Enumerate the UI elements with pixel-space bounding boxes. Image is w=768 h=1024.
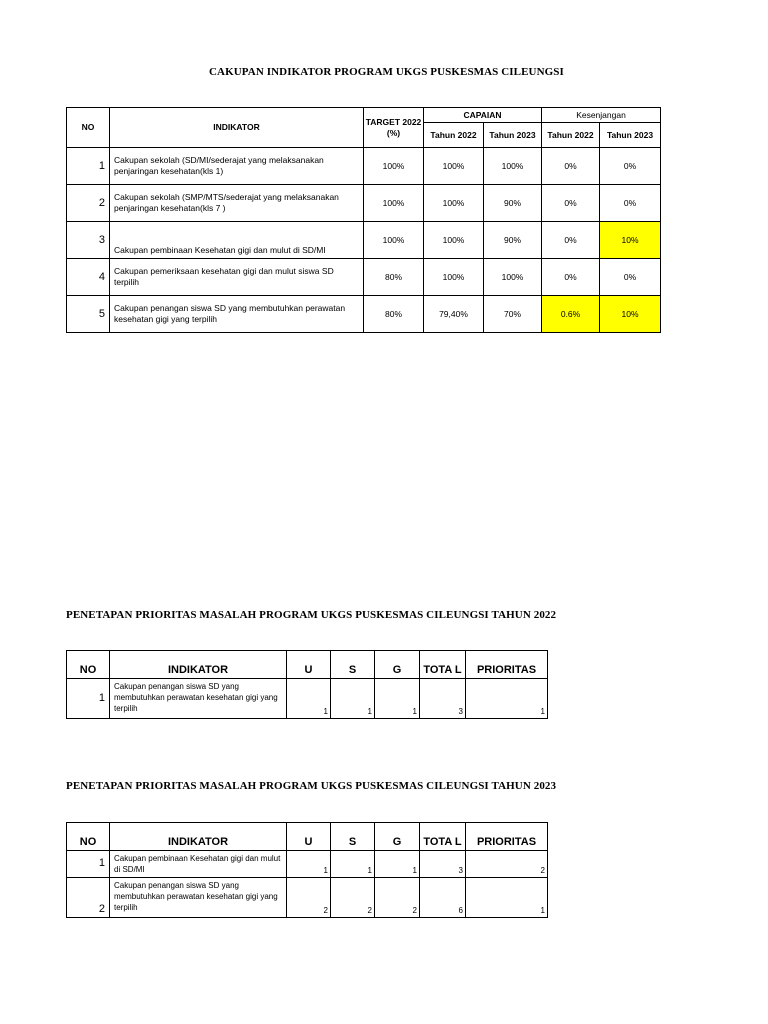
row-kesenjangan-2022: 0% <box>542 148 600 185</box>
row-total: 3 <box>420 851 466 878</box>
table-row <box>67 222 661 259</box>
table-row <box>67 296 661 333</box>
row-capaian-2022: 79,40% <box>424 296 484 333</box>
header-indikator: INDIKATOR <box>110 823 287 851</box>
row-indikator: Cakupan pembinaan Kesehatan gigi dan mulut di SD/MI <box>110 222 364 259</box>
row-capaian-2022: 100% <box>424 259 484 296</box>
table-row <box>67 878 548 918</box>
row-capaian-2022: 100% <box>424 222 484 259</box>
header-u: U <box>287 651 331 679</box>
table-row <box>67 259 661 296</box>
row-indikator: Cakupan penangan siswa SD yang membutuhkan perawatan kesehatan gigi yang terpilih <box>110 296 364 333</box>
priority-table-2022 <box>66 650 548 719</box>
header-kesenjangan: Kesenjangan <box>542 108 661 123</box>
row-prioritas: 1 <box>466 679 548 719</box>
header-no: NO <box>67 108 110 148</box>
row-no: 4 <box>67 259 110 296</box>
row-g: 1 <box>375 851 420 878</box>
row-target: 100% <box>364 148 424 185</box>
row-indikator: Cakupan sekolah (SD/MI/sederajat yang melaksanakan penjaringan kesehatan(kls 1) <box>110 148 364 185</box>
row-no: 2 <box>67 878 110 918</box>
header-total: TOTA L <box>420 651 466 679</box>
header-no: NO <box>67 823 110 851</box>
section-title-2023: PENETAPAN PRIORITAS MASALAH PROGRAM UKGS PUSKESMAS CILEUNGSI TAHUN 2023 <box>66 780 557 792</box>
row-capaian-2023: 100% <box>484 148 542 185</box>
row-target: 100% <box>364 185 424 222</box>
row-kesenjangan-2023: 0% <box>600 185 661 222</box>
row-indikator: Cakupan pemeriksaan kesehatan gigi dan mulut siswa SD terpilih <box>110 259 364 296</box>
table-row <box>67 185 661 222</box>
header-prioritas: PRIORITAS <box>466 823 548 851</box>
row-no: 1 <box>67 851 110 878</box>
row-no: 5 <box>67 296 110 333</box>
row-u: 1 <box>287 679 331 719</box>
row-total: 6 <box>420 878 466 918</box>
header-u: U <box>287 823 331 851</box>
row-indikator: Cakupan penangan siswa SD yang membutuhkan perawatan kesehatan gigi yang terpilih <box>110 679 287 719</box>
row-capaian-2023: 90% <box>484 222 542 259</box>
page-title: CAKUPAN INDIKATOR PROGRAM UKGS PUSKESMAS CILEUNGSI <box>209 66 564 78</box>
row-u: 1 <box>287 851 331 878</box>
coverage-table <box>66 107 661 333</box>
row-total: 3 <box>420 679 466 719</box>
header-kesenjangan-2023: Tahun 2023 <box>600 123 661 148</box>
row-no: 1 <box>67 679 110 719</box>
row-capaian-2023: 90% <box>484 185 542 222</box>
row-no: 2 <box>67 185 110 222</box>
row-kesenjangan-2023-highlighted: 10% <box>600 296 661 333</box>
row-prioritas: 1 <box>466 878 548 918</box>
row-kesenjangan-2022-highlighted: 0.6% <box>542 296 600 333</box>
priority-table-2023 <box>66 822 548 918</box>
row-kesenjangan-2023: 0% <box>600 148 661 185</box>
row-capaian-2023: 100% <box>484 259 542 296</box>
row-target: 80% <box>364 259 424 296</box>
row-no: 3 <box>67 222 110 259</box>
row-u: 2 <box>287 878 331 918</box>
row-s: 2 <box>331 878 375 918</box>
row-g: 2 <box>375 878 420 918</box>
header-no: NO <box>67 651 110 679</box>
row-indikator: Cakupan pembinaan Kesehatan gigi dan mulut di SD/MI <box>110 851 287 878</box>
header-indikator: INDIKATOR <box>110 651 287 679</box>
row-prioritas: 2 <box>466 851 548 878</box>
row-target: 80% <box>364 296 424 333</box>
row-s: 1 <box>331 851 375 878</box>
header-capaian-2023: Tahun 2023 <box>484 123 542 148</box>
row-kesenjangan-2022: 0% <box>542 222 600 259</box>
table-row <box>67 148 661 185</box>
row-kesenjangan-2023: 0% <box>600 259 661 296</box>
header-g: G <box>375 651 420 679</box>
header-prioritas: PRIORITAS <box>466 651 548 679</box>
row-kesenjangan-2022: 0% <box>542 185 600 222</box>
row-kesenjangan-2023-highlighted: 10% <box>600 222 661 259</box>
table-row <box>67 679 548 719</box>
row-capaian-2023: 70% <box>484 296 542 333</box>
section-title-2022: PENETAPAN PRIORITAS MASALAH PROGRAM UKGS PUSKESMAS CILEUNGSI TAHUN 2022 <box>66 609 557 621</box>
row-indikator: Cakupan sekolah (SMP/MTS/sederajat yang melaksanakan penjaringan kesehatan(kls 7 ) <box>110 185 364 222</box>
row-capaian-2022: 100% <box>424 185 484 222</box>
row-s: 1 <box>331 679 375 719</box>
row-capaian-2022: 100% <box>424 148 484 185</box>
header-capaian-2022: Tahun 2022 <box>424 123 484 148</box>
row-g: 1 <box>375 679 420 719</box>
header-g: G <box>375 823 420 851</box>
header-capaian: CAPAIAN <box>424 108 542 123</box>
row-indikator: Cakupan penangan siswa SD yang membutuhkan perawatan kesehatan gigi yang terpilih <box>110 878 287 918</box>
header-total: TOTA L <box>420 823 466 851</box>
header-indikator: INDIKATOR <box>110 108 364 148</box>
header-kesenjangan-2022: Tahun 2022 <box>542 123 600 148</box>
row-kesenjangan-2022: 0% <box>542 259 600 296</box>
header-s: S <box>331 823 375 851</box>
header-target: TARGET 2022 (%) <box>364 108 424 148</box>
row-target: 100% <box>364 222 424 259</box>
header-s: S <box>331 651 375 679</box>
table-row <box>67 851 548 878</box>
row-no: 1 <box>67 148 110 185</box>
